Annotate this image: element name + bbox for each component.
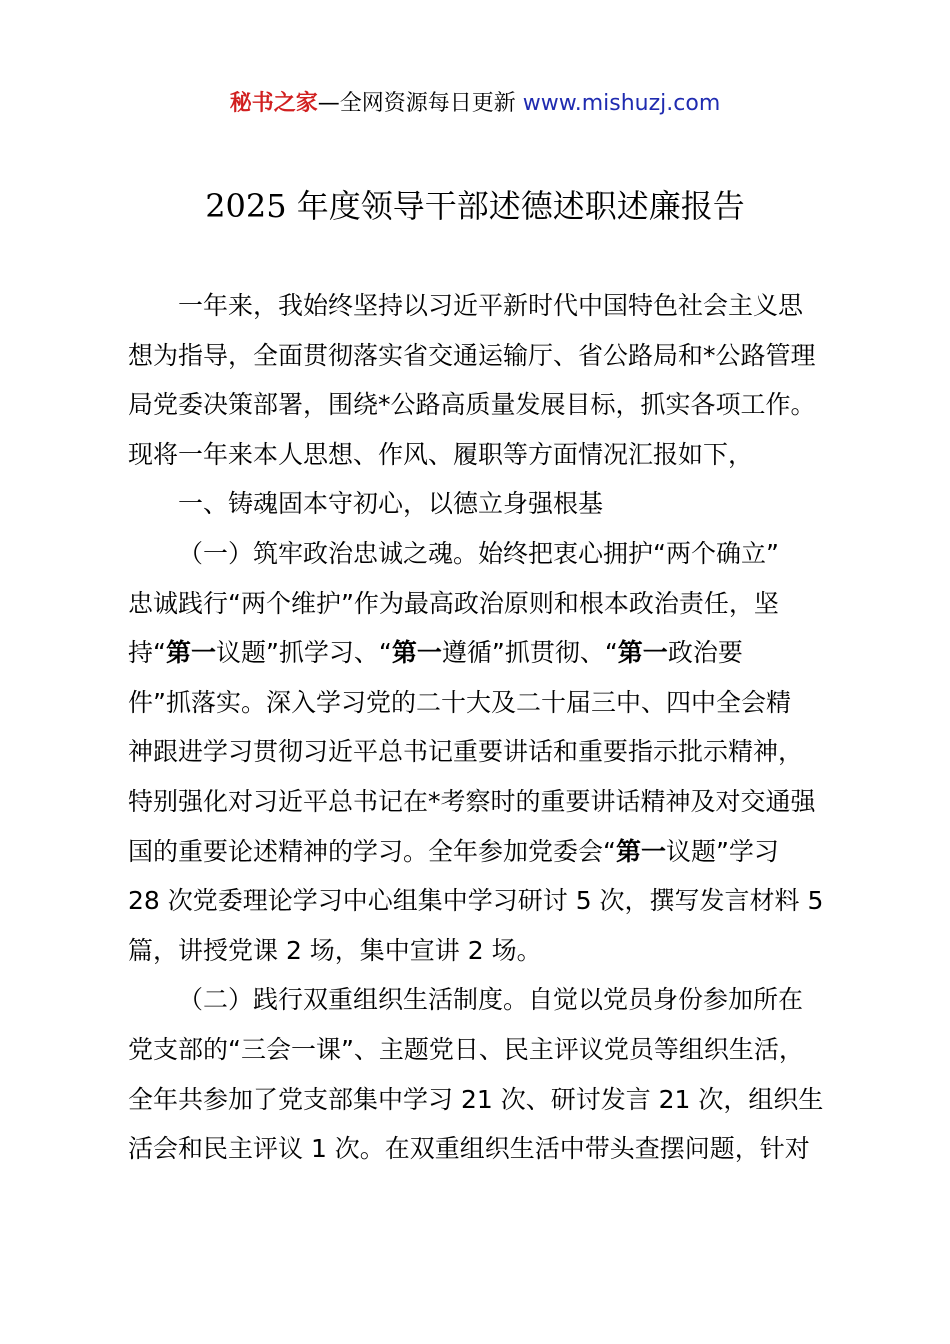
text-segment: 特别强化对习近平总书记在*考察时的重要讲话精神及对交通强 [128,786,816,816]
text-line [128,331,838,381]
brand-name: 秘书之家 [229,91,318,116]
text-line [128,777,838,827]
text-segment: 活会和民主评议 1 次。在双重组织生活中带头查摆问题，针对 [128,1134,810,1164]
text-segment: 篇，讲授党课 2 场，集中宣讲 2 场。 [128,935,542,965]
text-segment: 一年来，我始终坚持以习近平新时代中国特色社会主义思 [178,291,804,320]
text-segment: 议题”学习 [665,836,779,866]
site-url-link[interactable]: www.mishuzj.com [522,91,721,116]
text-line [128,579,838,629]
text-segment: 政治要 [667,638,743,668]
text-segment: 神跟进学习贯彻习近平总书记重要讲话和重要指示批示精神， [128,737,804,767]
bold-text: 第一 [391,638,442,668]
text-line [128,380,838,430]
text-segment: 全年共参加了党支部集中学习 21 次、研讨发言 21 次，组织生 [128,1084,824,1114]
text-line [128,479,838,529]
text-line [128,281,838,331]
text-segment: 件”抓落实。深入学习党的二十大及二十届三中、四中全会精 [128,687,791,717]
text-line [128,430,838,480]
text-line [128,1124,838,1174]
bold-text: 第一 [617,638,668,668]
text-segment: 持“ [128,638,166,668]
text-line [128,926,838,976]
text-segment: 现将一年来本人思想、作风、履职等方面情况汇报如下， [128,439,754,469]
document-title: 2025 年度领导干部述德述职述廉报告 [205,187,745,225]
text-segment: （一）筑牢政治忠诚之魂。始终把衷心拥护“两个确立” [178,538,779,568]
text-line [128,628,838,678]
text-line [128,727,838,777]
text-segment: 国的重要论述精神的学习。全年参加党委会“ [128,836,616,866]
text-line [128,529,838,579]
text-segment: 遵循”抓贯彻、“ [441,638,618,668]
bold-text: 第一 [615,836,666,866]
text-segment: 党支部的“三会一课”、主题党日、民主评议党员等组织生活， [128,1034,804,1064]
text-segment: 想为指导，全面贯彻落实省交通运输厅、省公路局和*公路管理 [128,340,816,370]
text-segment: （二）践行双重组织生活制度。自觉以党员身份参加所在 [178,985,804,1015]
text-segment: 一、铸魂固本守初心，以德立身强根基 [178,489,604,519]
text-segment: 议题”抓学习、“ [215,638,392,668]
text-line [128,1025,838,1075]
text-line [128,975,838,1025]
text-segment: 28 次党委理论学习中心组集中学习研讨 5 次，撰写发言材料 5 [128,886,824,916]
text-segment: 忠诚践行“两个维护”作为最高政治原则和根本政治责任，坚 [128,588,779,618]
text-line [128,876,838,926]
text-line [128,827,838,877]
document-body [128,281,838,1174]
header-slogan: —全网资源每日更新 [317,91,523,116]
text-line [128,1075,838,1125]
text-segment: 局党委决策部署，围绕*公路高质量发展目标，抓实各项工作。 [128,390,816,420]
site-header [0,86,950,122]
bold-text: 第一 [165,638,216,668]
text-line [128,678,838,728]
